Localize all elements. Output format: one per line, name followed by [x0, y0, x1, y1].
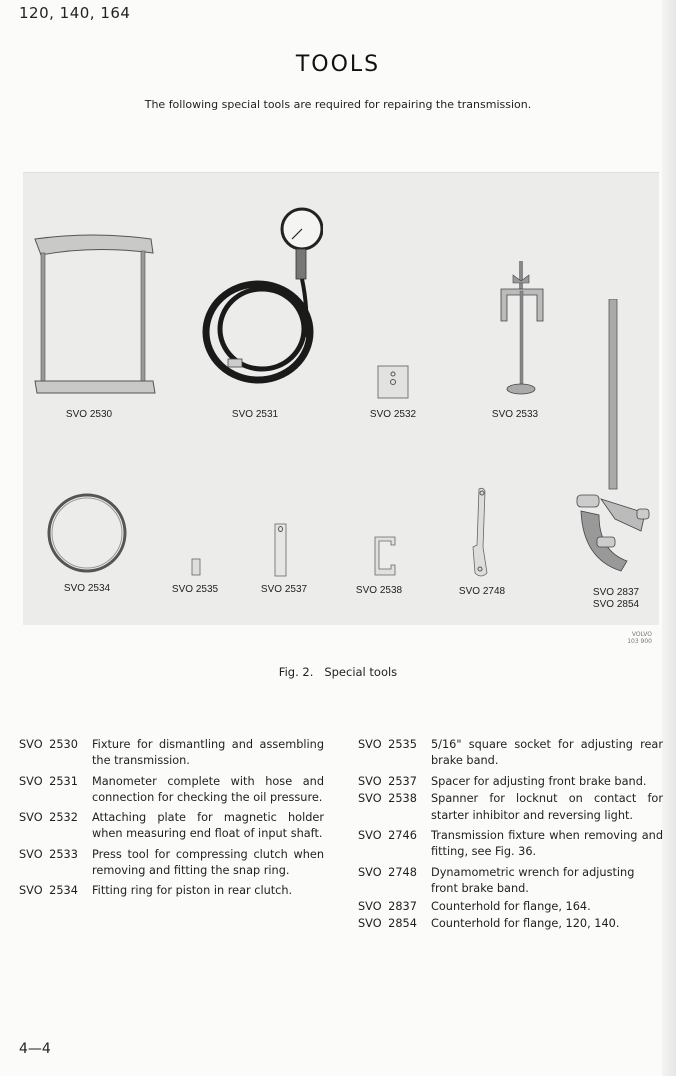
figure-label: SVO 2531	[231, 409, 279, 420]
tool-code: SVO 2532	[19, 811, 78, 825]
manometer-illustration	[198, 207, 323, 407]
figure-code-line: VOLVO	[631, 631, 652, 638]
tool-code: SVO 2531	[19, 774, 78, 788]
figure-label: SVO 2533	[491, 409, 539, 420]
tool-code: SVO 2533	[19, 847, 78, 861]
figure-label: SVO 2534	[63, 583, 111, 594]
tool-description: Press tool for compressing clutch when removing and fitting the snap ring.	[92, 847, 324, 878]
tool-code: SVO 2537	[358, 774, 417, 788]
tools-list-left	[19, 737, 324, 901]
tool-entry	[358, 916, 663, 932]
intro-text: The following special tools are required for repairing the transmission.	[144, 98, 532, 111]
tool-entry	[358, 899, 663, 915]
figure-label: SVO 2538	[355, 585, 403, 596]
tool-description: Manometer complete with hose and connection for checking the oil pressure.	[92, 774, 324, 804]
attaching-plate-illustration	[377, 365, 409, 399]
tool-code: SVO 2854	[358, 917, 417, 931]
tool-entry	[19, 883, 324, 899]
tool-code: SVO 2534	[19, 884, 78, 898]
spacer-illustration	[273, 523, 289, 577]
tool-entry	[19, 737, 324, 770]
tool-description: Fitting ring for piston in rear clutch.	[92, 884, 293, 898]
tool-description: Counterhold for flange, 164.	[431, 899, 591, 913]
tool-entry	[358, 774, 663, 790]
figure-label: SVO 2748	[458, 586, 506, 597]
tool-description: 5/16" square socket for adjusting rear brake band.	[431, 738, 663, 768]
tool-code: SVO 2837	[358, 899, 417, 913]
model-numbers: 120, 140, 164	[19, 4, 131, 22]
counterhold-illustration	[571, 299, 655, 599]
page-number: 4—4	[19, 1041, 51, 1057]
tool-entry	[358, 828, 663, 861]
dynamometric-wrench-illustration	[469, 487, 493, 579]
press-tool-illustration	[495, 261, 551, 401]
figure-label: SVO 2535	[171, 584, 219, 595]
tool-description: Fixture for dismantling and assembling the transmission.	[92, 738, 324, 768]
tool-description: Spacer for adjusting front brake band.	[431, 774, 647, 788]
figure-code-line: 103 900	[627, 638, 652, 645]
page-edge-shadow	[662, 0, 676, 1076]
fixture-frame-illustration	[33, 233, 158, 403]
tool-description: Dynamometric wrench for adjusting front brake band.	[431, 865, 635, 895]
figure-label: SVO 2854	[592, 599, 640, 610]
spanner-illustration	[369, 533, 399, 577]
tool-code: SVO 2530	[19, 738, 78, 751]
tool-code: SVO 2748	[358, 865, 417, 879]
figure-label: SVO 2537	[260, 584, 308, 595]
special-tools-figure	[23, 172, 659, 625]
tool-description: Counterhold for flange, 120, 140.	[431, 917, 620, 931]
tool-description: Transmission fixture when removing and fitting, see Fig. 36.	[431, 828, 663, 859]
tool-entry	[19, 774, 324, 807]
tool-description: Spanner for locknut on contact for starter inhibitor and reversing light.	[431, 792, 663, 822]
figure-label: SVO 2532	[369, 409, 417, 420]
tools-list-right	[358, 737, 663, 934]
tool-entry	[19, 810, 324, 843]
tool-entry	[19, 847, 324, 880]
square-socket-illustration	[191, 558, 201, 576]
tool-description: Attaching plate for magnetic holder when measuring end float of input shaft.	[92, 811, 324, 841]
fitting-ring-illustration	[45, 491, 129, 575]
figure-label: SVO 2530	[65, 409, 113, 420]
tool-entry	[358, 737, 663, 770]
figure-caption: Fig. 2. Special tools	[278, 665, 398, 679]
figure-label: SVO 2837	[592, 587, 640, 598]
figure-code	[627, 631, 652, 645]
tool-entry	[358, 791, 663, 824]
page-title: TOOLS	[295, 52, 381, 77]
tool-code: SVO 2746	[358, 828, 417, 842]
tool-code: SVO 2538	[358, 792, 417, 806]
tool-code: SVO 2535	[358, 738, 417, 751]
tool-entry	[358, 865, 663, 898]
